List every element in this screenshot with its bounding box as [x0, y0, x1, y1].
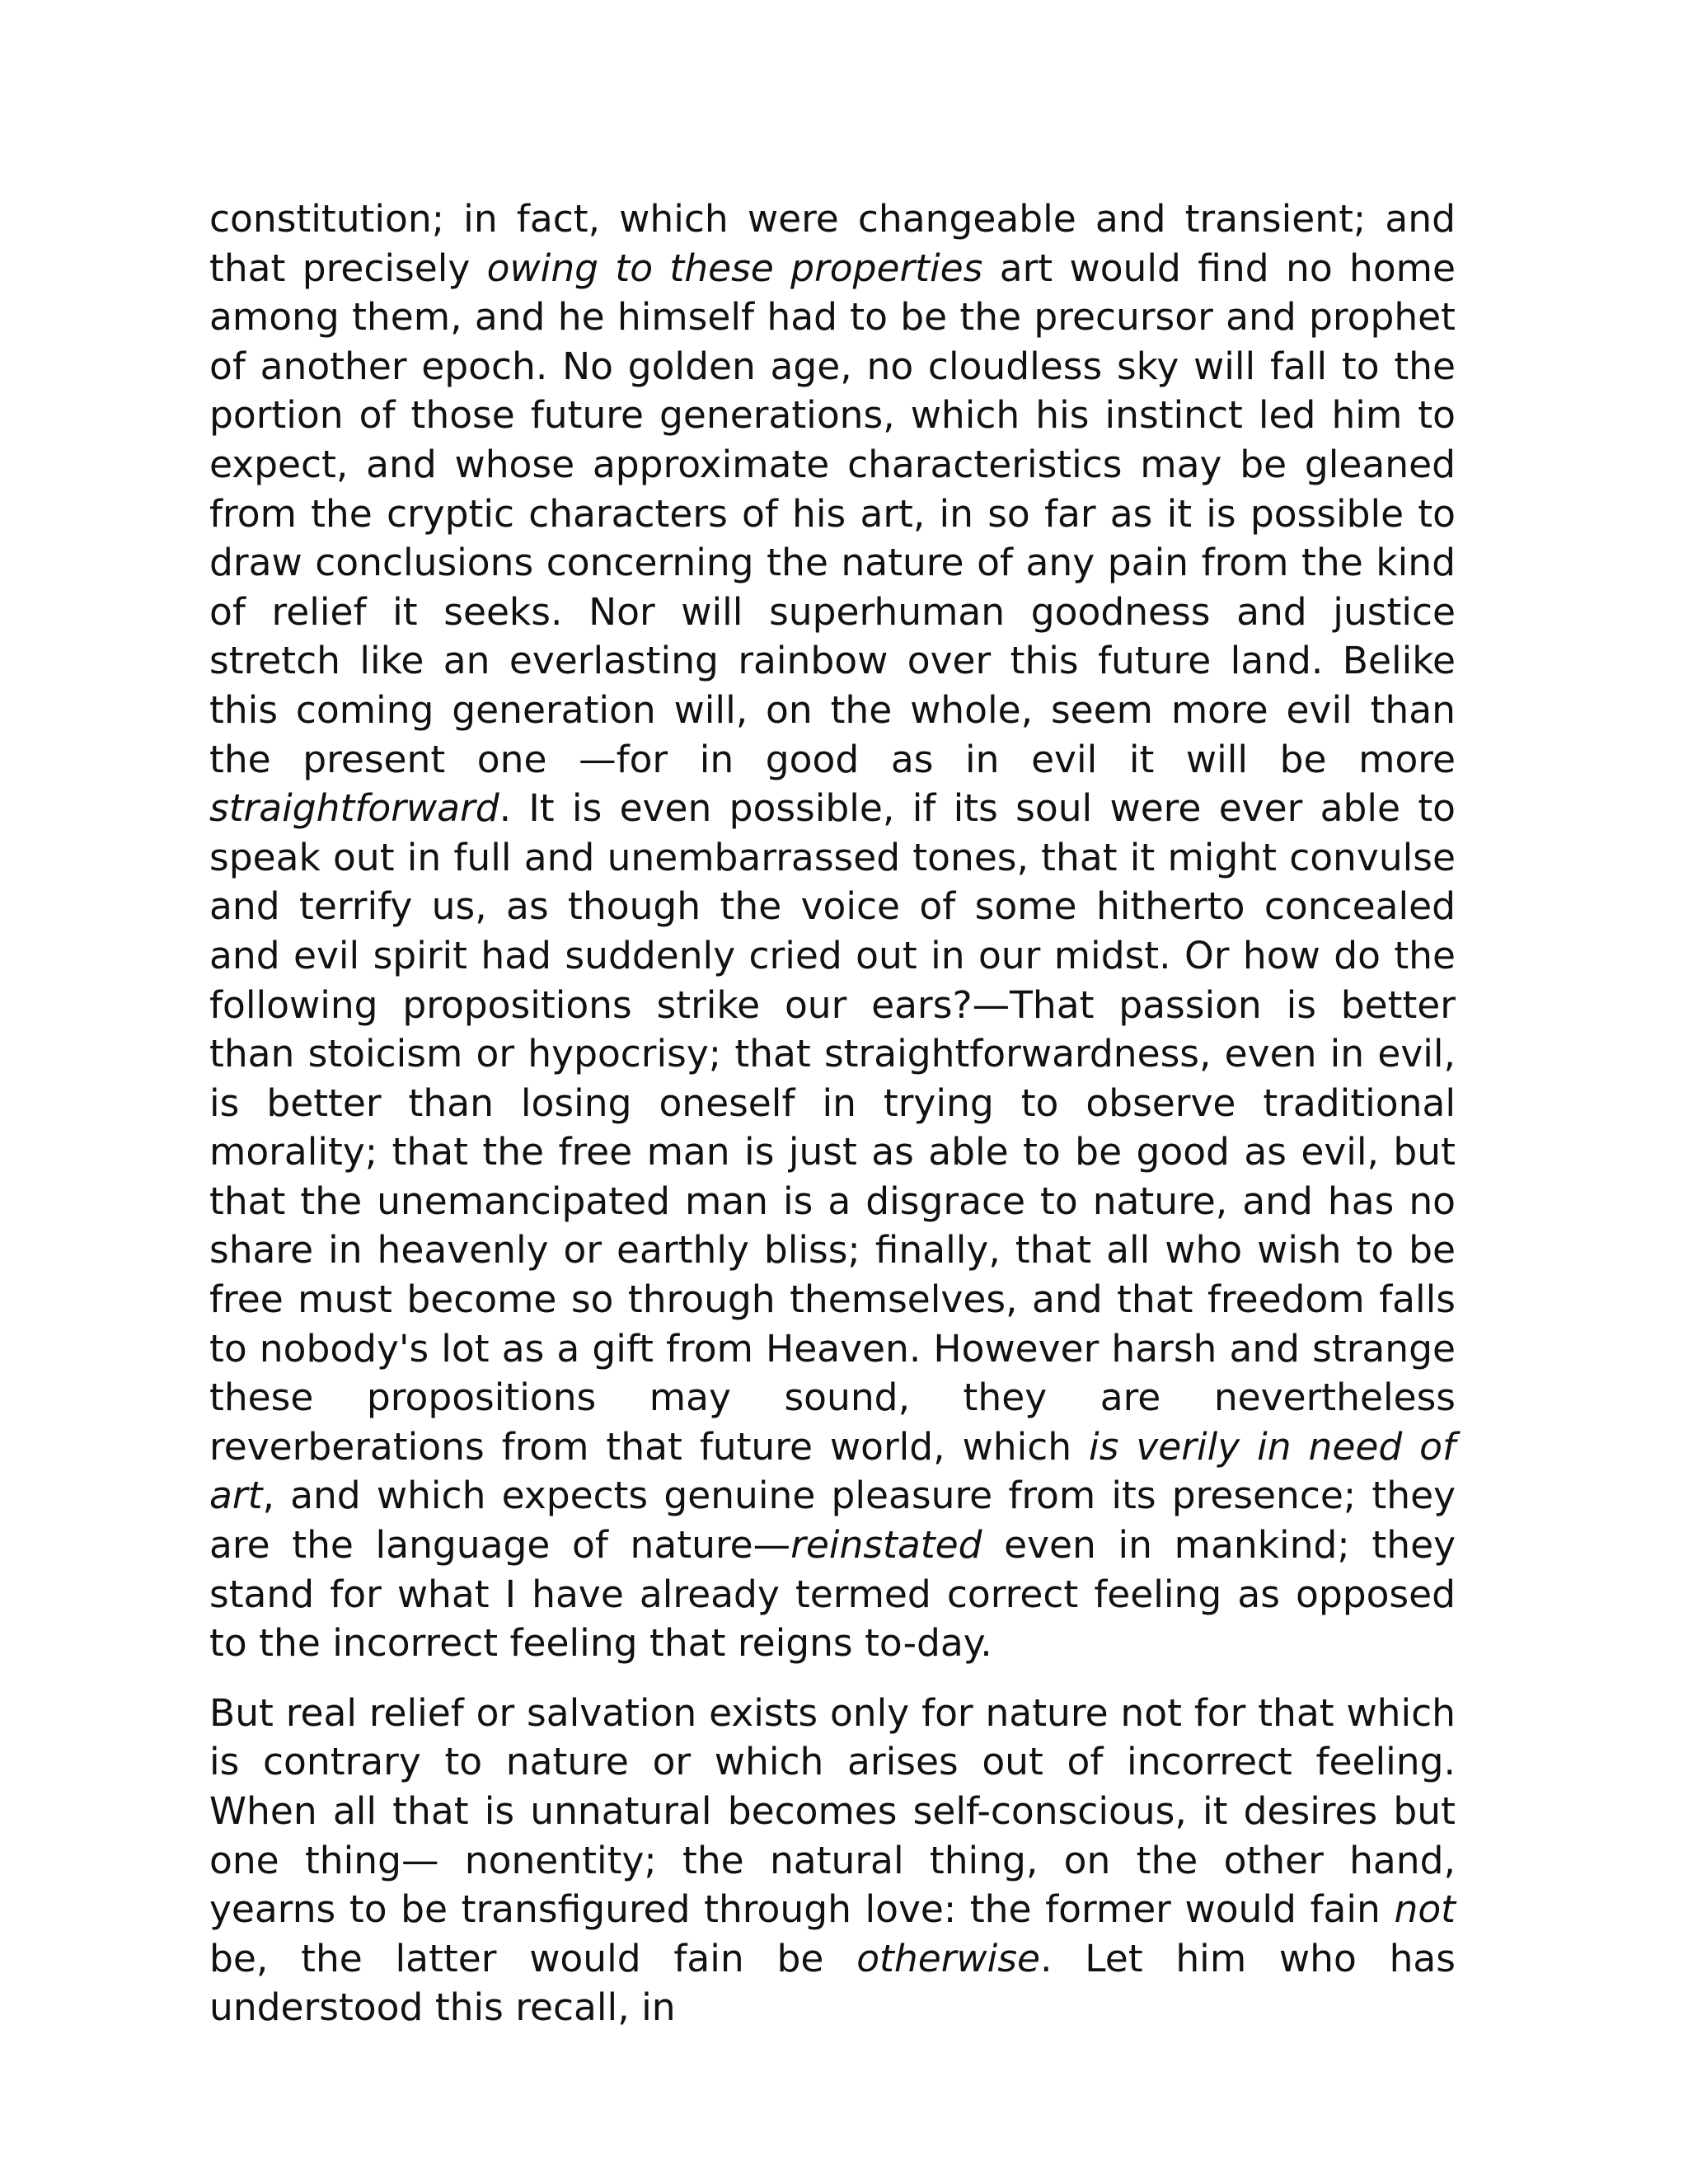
text-segment: But real relief or salvation exists only for nature not for that which is contrary to nature or which arises out of incorrect feeling. When all that is unnatural becomes self-conscious, it desires but one thing— nonentity; the natural thing, on the other hand, yearns to be transfigured through love: the former would fain	[209, 1690, 1456, 1932]
emphasis-segment: reinstated	[790, 1523, 982, 1568]
text-segment: . Let him who has understood this recall, in	[209, 1936, 1456, 2030]
paragraph-2	[209, 1689, 1456, 2032]
text-segment: even in mankind; they stand for what I have already termed correct feeling as opposed to the incorrect feeling that reigns to-day.	[209, 1523, 1456, 1666]
text-segment: . It is even possible, if its soul were ever able to speak out in full and unembarrassed tones, that it might convulse and terrify us, as though the voice of some hitherto concealed and evil spirit had suddenly cried out in our midst. Or how do the following propositions strike our ears?—That passion is better than stoicism or hypocrisy; that straightforwardness, even in evil, is better than losing oneself in trying to observe traditional morality; that the free man is just as able to be good as evil, but that the unemancipated man is a disgrace to nature, and has no share in heavenly or earthly bliss; finally, that all who wish to be free must become so through themselves, and that freedom falls to nobody's lot as a gift from Heaven. However harsh and strange these propositions may sound, they are nevertheless reverberations from that future world, which	[209, 786, 1456, 1469]
paragraph-1	[209, 194, 1456, 1668]
emphasis-segment: otherwise	[856, 1936, 1040, 1980]
text-segment: , and which expects genuine pleasure from its presence; they are the language of nature—	[209, 1474, 1456, 1568]
text-segment: constitution; in fact, which were changeable and transient; and that precisely	[209, 197, 1456, 290]
text-segment: art would find no home among them, and he himself had to be the precursor and prophet of another epoch. No golden age, no cloudless sky will fall to the portion of those future generations, which his instinct led him to expect, and whose approximate characteristics may be gleaned from the cryptic characters of his art, in so far as it is possible to draw conclusions concerning the nature of any pain from the kind of relief it seeks. Nor will superhuman goodness and justice stretch like an everlasting rainbow over this future land. Belike this coming generation will, on the whole, seem more evil than the present one —for in good as in evil it will be more	[209, 246, 1456, 781]
document-page	[209, 194, 1456, 2032]
emphasis-segment: not	[1394, 1887, 1456, 1932]
text-segment: be, the latter would fain be	[209, 1936, 857, 1980]
emphasis-segment: owing to these properties	[486, 246, 983, 290]
emphasis-segment: straightforward	[209, 786, 499, 831]
emphasis-segment: is verily in need of art	[209, 1424, 1456, 1518]
